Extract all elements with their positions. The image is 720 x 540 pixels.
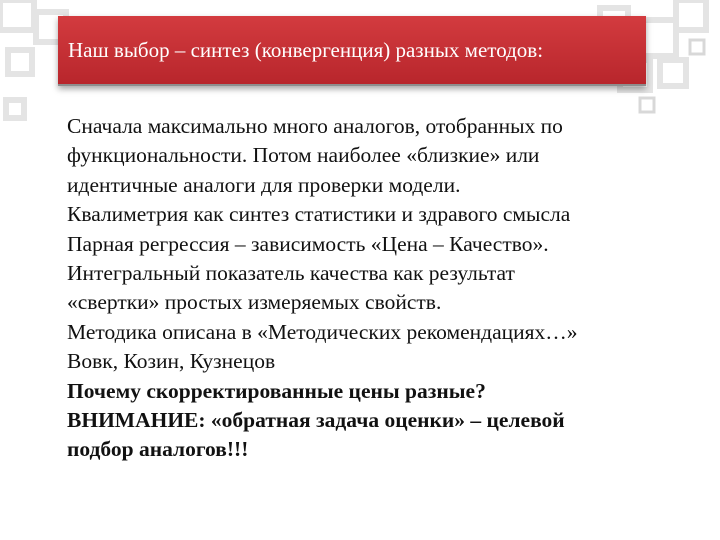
body-line: Квалиметрия как синтез статистики и здравого смысла	[67, 202, 571, 227]
body-line: «свертки» простых измеряемых свойств.	[67, 290, 442, 315]
slide-title: Наш выбор – синтез (конвергенция) разных методов:	[68, 37, 544, 62]
body-line: Интегральный показатель качества как результат	[67, 261, 515, 286]
bold-line: ВНИМАНИЕ: «обратная задача оценки» – целевой	[67, 408, 565, 433]
body-line: идентичные аналоги для проверки модели.	[67, 172, 461, 197]
bold-line: Почему скорректированные цены разные?	[67, 378, 486, 403]
body-line: функциональности. Потом наиболее «близкие» или	[67, 143, 540, 168]
slide-body	[67, 112, 667, 465]
body-line: Сначала максимально много аналогов, отобранных по	[67, 114, 563, 138]
title-bar	[58, 16, 646, 86]
body-line: Вовк, Козин, Кузнецов	[67, 349, 276, 374]
body-line: Парная регрессия – зависимость «Цена – Качество».	[67, 231, 549, 256]
body-line: Методика описана в «Методических рекомендациях…»	[67, 319, 578, 344]
bold-line: подбор аналогов!!!	[67, 437, 249, 462]
